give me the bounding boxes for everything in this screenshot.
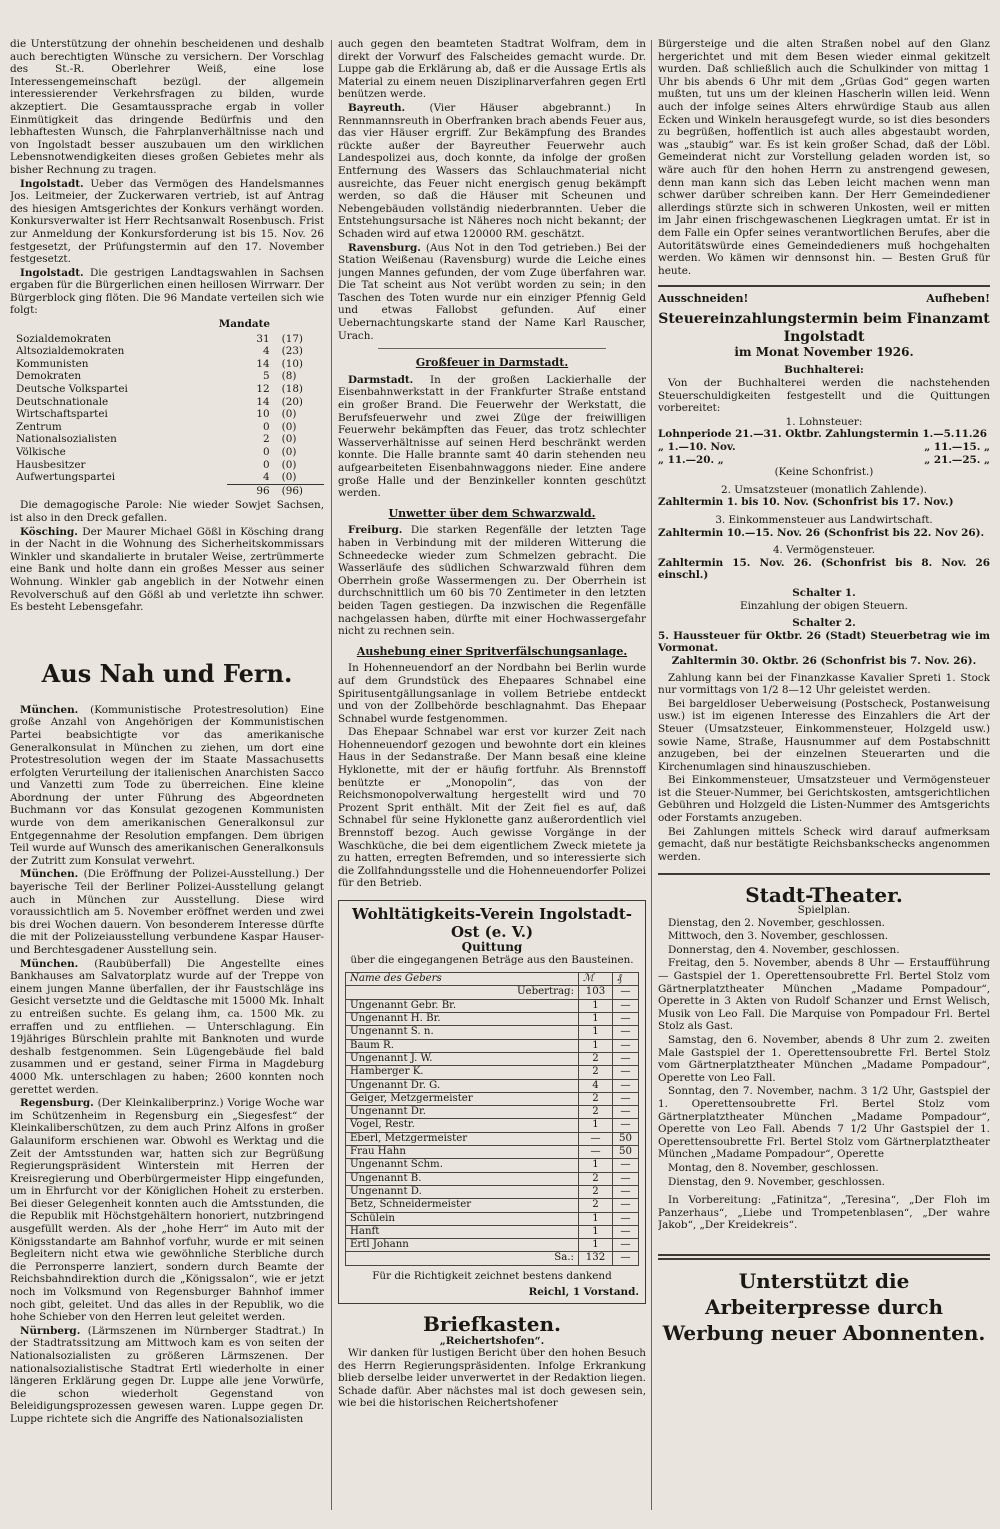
- article-text: Das Ehepaar Schnabel war erst vor kurzer Zeit nach Hohenneuendorf gezogen und bewohnte dort ein kleines Haus in der Sedanstraße. Der Mann besaß eine kleine Hyklonette, mit der er häufig fortfuhr. Als Brennstoff benützte er „Monopolin“, das von der Reichsmonopolverwaltung hergestellt wird und 70 Prozent Sprit enthält. Mit der Zeit fiel es auf, daß Schnabel für seine Hyklonette ganz außerordentlich viel Brennstoff bezog. Auch gewisse Vorgänge in der Waschküche, die bei dem eigentlichem Zweck mietete ja zu hatten, erregten Befremden, und so interessierte sich die Zollfahndungsstelle und die Hohenneuendorfer Polizei für den Betrieb.: [338, 726, 646, 890]
- donor-name: Geiger, Metzgermeister: [346, 1092, 579, 1105]
- article-text: (Kommunistische Protestresolution) Eine große Anzahl von Angehörigen der Kommunistischen Partei beabsichtigte vor das amerikanische Generalkonsulat in München zu ziehen, um dort eine Protestresolution wegen der im Staate Massachusetts erfolgten Verurteilung der italienischen Anarchisten Sacco und Vanzetti zum Tode zu überreichen. Eine kleine Abordnung der unter Führung des Abgeordneten Buchmann vor das Konsulat gezogenen Kommunisten wurde von dem amerikanischen Generalkonsul zur Entgegennahme der Resolution empfangen. Dem übrigen Teil wurde auf Wunsch des amerikanischen Generalkonsuls der Zutritt zum Konsulat verwehrt.: [10, 703, 324, 867]
- seat-count: 14: [256, 357, 270, 370]
- mandate-row: [10, 471, 324, 484]
- donor-name: Ungenannt Dr. G.: [346, 1079, 579, 1092]
- donor-row: [346, 1052, 639, 1065]
- column-rule: [651, 40, 652, 1510]
- tax-notice: [658, 285, 990, 863]
- mandate-row: [10, 370, 324, 383]
- donor-mark: 2: [579, 1066, 613, 1079]
- donor-row: [346, 1185, 639, 1198]
- counter-desc: Einzahlung der obigen Steuern.: [740, 599, 908, 612]
- donor-mark: 2: [579, 1106, 613, 1119]
- theater-entry: Samstag, den 6. November, abends 8 Uhr zum 2. zweiten Male Gastspiel der 1. Operettensoubrette Frl. Bertel Stolz vom Gärtnerplatztheater München „Madame Pompadour“, Operette von Leo Fall.: [658, 1033, 990, 1084]
- mandate-total-row: [10, 484, 324, 497]
- party-name: Sozialdemokraten: [16, 332, 112, 345]
- donor-name: Eberl, Metzgermeister: [346, 1132, 579, 1145]
- donor-name: Schülein: [346, 1212, 579, 1225]
- article-text: (Aus Not in den Tod getrieben.) Bei der Station Weißenau (Ravensburg) wurde die Leiche eines jungen Mannes gefunden, der vom Zuge überfahren war. Die Tat scheint aus Not verübt worden zu sein; in den Taschen des Toten wurde nur ein einziger Pfennig Geld und etwas Fallobst gefunden. Auf einer Uebernachtungskarte stand der Name Karl Rauscher, Urach.: [338, 241, 646, 342]
- donor-row: [346, 1172, 639, 1185]
- donor-mark: 1: [579, 1159, 613, 1172]
- previous-seats: (17): [281, 332, 303, 345]
- article-text: auch gegen den beamteten Stadtrat Wolfram, dem in direkt der Vorwurf des Falscheides gemacht wurde. Dr. Luppe gab die Erklärung ab, daß er die Aussage Ertls als Material zu einem neuen Disziplinarverfahren gegen Ertl benützen werde.: [338, 38, 646, 101]
- donor-name: Ungenannt H. Br.: [346, 1013, 579, 1026]
- donor-pfennig: —: [613, 1039, 639, 1052]
- previous-seats: (20): [281, 395, 303, 408]
- donor-row: [346, 1199, 639, 1212]
- theater-entry: Freitag, den 5. November, abends 8 Uhr — Erstaufführung — Gastspiel der 1. Operettensoubrette Frl. Bertel Stolz vom Gärtnerplatztheater München „Madame Pompadour“, Operette in 3 Akten von Rudolf Schanzer und Ernst Welisch, Musik von Leo Fall. Die Marquise von Pompadour Frl. Bertel Stolz als Gast.: [658, 957, 990, 1033]
- donor-pfennig: —: [613, 1225, 639, 1238]
- article-koesching: [10, 526, 324, 614]
- mandate-row: [10, 396, 324, 409]
- donor-mark: —: [579, 1132, 613, 1145]
- donor-mark: 1: [579, 1013, 613, 1026]
- article-dateline: Kösching.: [20, 525, 78, 538]
- donor-mark: 2: [579, 1092, 613, 1105]
- seat-count: 0: [263, 420, 270, 433]
- donor-mark: 132: [579, 1252, 613, 1265]
- tax-notice-month: im Monat November 1926.: [734, 344, 914, 359]
- article-text: (Die Eröffnung der Polizei-Ausstellung.) Der bayerische Teil der Berliner Polizei-Ausstellung gelangt auch in München zur Ausstellung. Diese wird voraussichtlich am 5. November eröffnet werden und zwei bis drei Wochen dauern. Von besonderem Interesse dürfte die mit der Polizeiausstellung verbundene Kaspar Hauser- und Berchtesgadener Ausstellung sein.: [10, 868, 324, 956]
- seat-count: 2: [263, 433, 270, 446]
- donor-mark: 1: [579, 1239, 613, 1252]
- donor-row: [346, 1239, 639, 1252]
- donor-name: Uebertrag:: [346, 986, 579, 999]
- seat-count: 4: [263, 471, 270, 484]
- receipt-footer: Für die Richtigkeit zeichnet bestens dankend: [372, 1269, 612, 1282]
- donor-pfennig: —: [613, 1079, 639, 1092]
- tax-note: (Keine Schonfrist.): [774, 466, 874, 479]
- donor-mark: 1: [579, 999, 613, 1012]
- donor-mark: 1: [579, 1225, 613, 1238]
- theater-title: Stadt-Theater.: [745, 883, 903, 908]
- article-bayreuth: [338, 102, 646, 241]
- donor-mark: 1: [579, 1026, 613, 1039]
- article-text: (Der Kleinkaliberprinz.) Vorige Woche war im Schützenheim in Regensburg ein „Siegesfest“ der Kleinkaliberschützen, zu dem auch Prinz Alfons in großer Galauniform erschienen war. Obwohl es Werktag und die Zeit der Amtsstunden war, hatten sich zur Begrüßung Regierungspräsident Winterstein mit Herren der Kreisregierung und Oberbürgermeister Hipp eingefunden, um in Ehrfurcht vor der Königlichen Hoheit zu ersterben. Bei dieser Gelegenheit konnten auch die Amtsstunden, die die Republik mit Höchstgehältern honoriert, nutzbringend ausgefüllt werden. Als der „hohe Herr“ im Auto mit der Königsstandarte am Bahnhof vorfuhr, wurde er mit seinen Begleitern nicht etwa wie gewöhnliche Sterbliche durch die Perronsperre lanziert, sondern durch Beamte der Reichsbahndirektion durch die „Königssalon“, wie er jetzt noch im Volksmund von Regensburger Bahnhof immer noch gibt, geleitet. Und das alles in der Republik, wo die hohe Schieber von den Herren leut geleitet werden.: [10, 1097, 324, 1324]
- mandate-row: [10, 459, 324, 472]
- donor-name: Hamberger K.: [346, 1066, 579, 1079]
- donor-mark: 1: [579, 1212, 613, 1225]
- mandate-row: [10, 433, 324, 446]
- party-name: Völkische: [16, 446, 66, 458]
- article-text: (Raubüberfall) Die Angestellte eines Bankhauses am Salvatorplatz wurde auf der Treppe von einem jungen Manne überfallen, der ihr Faustschläge ins Gesicht versetzte und die Geldtasche mit 15000 Mk. Inhalt zu entreißen suchte. Es gelang ihm, ca. 1500 Mk. zu erraffen und zu entfliehen. — Unterschlagung. Ein 19jähriges Bürschlein prahlte mit Banknoten und wurde deshalb festgenommen. Sein Lügengebäude fiel bald zusammen und er gestand, seiner Firma in Magdeburg 4000 Mk. unterschlagen zu haben; 2600 konnten noch gerettet werden.: [10, 957, 324, 1096]
- article-text: (Lärmszenen im Nürnberger Stadtrat.) In der Stadtratssitzung am Mittwoch kam es von seiten der Nationalsozialisten zu größeren Lärmszenen. Der nationalsozialistische Stadtrat Ertl wiederholte in einer längeren Erklärung gegen Dr. Luppe alle jene Vorwürfe, die schon wiederholt Gegenstand von Beleidigungsprozessen gewesen waren. Luppe gegen Dr. Luppe richtete sich die Angriffe des Nationalsozialisten: [10, 1324, 324, 1425]
- article-text: die Unterstützung der ohnehin bescheidenen und deshalb auch berechtigten Wünsche zu versichern. Der Vorschlag des St.-R. Oberlehrer Weiß, eine lose Interessengemeinschaft bezügl. der allgemein interessierender Verkehrsfragen zu bilden, wurde akzeptiert. Die Gesamtaussprache ergab in voller Einmütigkeit das dringende Bedürfnis und den lebhaftesten Wunsch, die Fahrplanverhältnisse nach und von Ingolstadt besser auszubauen um den wirklichen Lebensnotwendigkeiten dieses großen Gebietes mehr als bisher Rechnung zu tragen.: [10, 38, 324, 176]
- article-muenchen-1: [10, 704, 324, 868]
- donor-pfennig: —: [613, 1066, 639, 1079]
- total-label: [10, 484, 227, 497]
- donor-row: [346, 1066, 639, 1079]
- previous-seats: (10): [281, 357, 303, 370]
- cut-out-label: Ausschneiden!: [658, 292, 749, 306]
- party-name: Nationalsozialisten: [16, 433, 117, 446]
- donor-name: Hanft: [346, 1225, 579, 1238]
- donor-row: [346, 1026, 639, 1039]
- theater-entry: Mittwoch, den 3. November, geschlossen.: [668, 930, 889, 943]
- tax-item: 4. Vermögensteuer.: [772, 544, 876, 557]
- previous-seats: (0): [281, 446, 297, 458]
- theater-entry: Montag, den 8. November, geschlossen.: [668, 1161, 879, 1174]
- seat-count: 5: [263, 370, 270, 383]
- donor-pfennig: —: [613, 1185, 639, 1198]
- theater-entry: Dienstag, den 2. November, geschlossen.: [668, 916, 885, 929]
- donor-pfennig: —: [613, 1172, 639, 1185]
- donor-name: Ungenannt Gebr. Br.: [346, 999, 579, 1012]
- seat-count: 4: [263, 345, 270, 358]
- previous-seats: (0): [281, 458, 297, 471]
- tax-line: Zahltermin 1. bis 10. Nov. (Schonfrist bis 17. Nov.): [658, 496, 954, 509]
- donor-row: [346, 1092, 639, 1105]
- donor-name: Frau Hahn: [346, 1146, 579, 1159]
- donor-mark: 1: [579, 1039, 613, 1052]
- donor-row: [346, 1079, 639, 1092]
- section-title: Aus Nah und Fern.: [41, 658, 293, 688]
- donor-row: [346, 1252, 639, 1265]
- party-name: Demokraten: [16, 370, 82, 383]
- column-left: [10, 38, 324, 1508]
- donor-name: Sa.:: [346, 1252, 579, 1265]
- article-text: Die demagogische Parole: Nie wieder Sowjet Sachsen, ist also in den Dreck gefallen.: [10, 499, 324, 524]
- previous-seats: (8): [281, 370, 297, 383]
- party-name: Zentrum: [16, 420, 62, 433]
- article-text: Zahlung kann bei der Finanzkasse Kavalier Spreti 1. Stock nur vormittags von 1/2 8—12 Uhr geleistet werden.: [658, 671, 990, 697]
- article-muenchen-3: [10, 958, 324, 1097]
- mandate-row: [10, 333, 324, 346]
- theater-preparation: In Vorbereitung: „Fatinitza“, „Teresina“, „Der Floh im Panzerhaus“, „Liebe und Trompetenblasen“, „Der wahre Jakob“, „Der Kreidekreis“.: [658, 1194, 990, 1232]
- donor-name: Ungenannt B.: [346, 1172, 579, 1185]
- theater-subtitle: Spielplan.: [797, 904, 851, 917]
- donor-pfennig: —: [613, 1239, 639, 1252]
- donor-name: Ertl Johann: [346, 1239, 579, 1252]
- donor-pfennig: —: [613, 1252, 639, 1265]
- seat-count: 0: [263, 446, 270, 458]
- donor-pfennig: 50: [613, 1146, 639, 1159]
- mailbox-subtitle: „Reichertshofen“.: [439, 1334, 545, 1347]
- donor-mark: 4: [579, 1079, 613, 1092]
- counter-label: Schalter 2.: [792, 617, 856, 630]
- previous-seats: (18): [281, 383, 303, 396]
- donation-receipt-box: [338, 900, 646, 1304]
- article-dateline: Ingolstadt.: [20, 266, 84, 279]
- donor-name: Baum R.: [346, 1039, 579, 1052]
- column-right: [658, 38, 990, 1508]
- donor-mark: 1: [579, 1119, 613, 1132]
- article-title: Großfeuer in Darmstadt.: [415, 356, 569, 370]
- mailbox-title: Briefkasten.: [423, 1311, 561, 1336]
- donors-table-header: [346, 973, 639, 986]
- tax-due: „ 21.—25. „: [924, 453, 990, 466]
- keep-label: Aufheben!: [926, 292, 990, 306]
- donor-pfennig: —: [613, 1013, 639, 1026]
- tax-line: Zahltermin 30. Oktbr. 26 (Schonfrist bis 7. Nov. 26).: [671, 654, 977, 667]
- party-name: Wirtschaftspartei: [16, 408, 108, 421]
- divider: [378, 348, 606, 349]
- party-name: Deutschnationale: [16, 395, 109, 408]
- previous-seats: (0): [281, 433, 297, 446]
- article-text: Bei Einkommensteuer, Umsatzsteuer und Vermögensteuer ist die Steuer-Nummer, bei Gerichtskosten, amtsgerichtlichen Gebühren und Holzgeld die Listen-Nummer des Amtsgerichts oder Forstamts anzugeben.: [658, 774, 990, 825]
- tax-line: Zahltermin 10.—15. Nov. 26 (Schonfrist bis 22. Nov 26).: [658, 526, 985, 539]
- previous-seats: (23): [281, 345, 303, 358]
- theater-section: [658, 873, 990, 1231]
- donor-name: Ungenannt J. W.: [346, 1052, 579, 1065]
- donor-pfennig: —: [613, 1026, 639, 1039]
- donor-row: [346, 986, 639, 999]
- article-ravensburg: [338, 242, 646, 343]
- mandate-row: [10, 345, 324, 358]
- appeal-banner: Unterstützt die Arbeiterpresse durch Werbung neuer Abonnenten.: [658, 1254, 990, 1346]
- article-text: In Hohenneuendorf an der Nordbahn bei Berlin wurde auf dem Grundstück des Ehepaares Schnabel eine Spiritusentgällungsanlage in vollem Betriebe entdeckt und von der Zollbehörde beschlagnahmt. Das Ehepaar Schnabel wurde festgenommen.: [338, 662, 646, 725]
- article-text: (Vier Häuser abgebrannt.) In Rennmannsreuth in Oberfranken brach abends Feuer aus, das vier Häuser ergriff. Zur Bekämpfung des Brandes rückte außer der Bayreuther Feuerwehr auch Landespolizei aus, doch konnte, da infolge der großen Entfernung des Wassers das Schlauchmaterial nicht ausreichte, das Feuer nicht energisch genug bekämpft werden, so daß die Häuser mit Scheunen und Nebengebäuden vollständig niederbrannten. Ueber die Entstehungsursache ist Näheres noch nicht bekannt; der Schaden wird auf etwa 120000 RM. geschätzt.: [338, 101, 646, 240]
- total-seats: 96: [227, 484, 272, 497]
- tax-item: 5. Haussteuer für Oktbr. 26 (Stadt) Steuerbetrag wie im Vormonat.: [658, 629, 990, 655]
- donor-name: Vogel, Restr.: [346, 1119, 579, 1132]
- tax-line: [658, 441, 990, 454]
- column-rule: [331, 40, 332, 1510]
- article-darmstadt: [338, 374, 646, 500]
- article-title: Aushebung einer Spritverfälschungsanlage.: [356, 644, 628, 658]
- article-text: Bürgersteige und die alten Straßen nobel auf den Glanz hergerichtet und mit dem Besen wieder einmal gekitzelt wurden. Daß schließlich auch die Schulkinder von mittag 1 Uhr bis abends 6 Uhr mit dem „Grüas God“ gegen warten mußten, tut uns um der kleinen Hascherln willen leid. Wenn auch der infolge seines Alters ehrwürdige Staub aus allen Ecken und Winkeln herausgefegt wurde, so ist dies besonders zu begrüßen, hoffentlich ist auch alles abgestaubt worden, was „staubig“ war. Es ist kein großer Schad, daß der Löbl. Gemeinderat nicht zur Vorstellung geladen worden ist, so wäre auch für den hohen Herrn zu anstrengend gewesen, denn man kann sich das Leben leicht machen wenn man schwer darüber schreiben kann. Der Herr Gemeindediener allerdings stürzte sich in schweren Unkosten, weil er mitten im Jahr einen frischgewaschenen Liegkragen umtat. Er ist in dem Falle ein Opfer seines verantwortlichen Berufes, aber die Autoritätswürde eines Gemeindedieners muß hochgehalten werden. Wo kämen wir dennsonst hin. — Besten Gruß für heute.: [658, 38, 990, 277]
- donor-pfennig: —: [613, 1199, 639, 1212]
- donor-mark: 2: [579, 1199, 613, 1212]
- party-name: Aufwertungspartei: [16, 471, 116, 484]
- receipt-title: Wohltätigkeits-Verein Ingolstadt-Ost (e. V.): [351, 905, 633, 941]
- mandate-row: [10, 383, 324, 396]
- donor-row: [346, 999, 639, 1012]
- donor-pfennig: —: [613, 1106, 639, 1119]
- mandate-table: [10, 333, 324, 498]
- article-ingolstadt-konkurs: [10, 178, 324, 266]
- donor-pfennig: —: [613, 1212, 639, 1225]
- seat-count: 10: [256, 408, 270, 421]
- theater-schedule: [658, 917, 990, 957]
- mandate-row: [10, 446, 324, 459]
- counter-label: Schalter 1.: [792, 586, 856, 599]
- article-text: Die gestrigen Landtagswahlen in Sachsen ergaben für die Bürgerlichen einen heillosen Wirrwarr. Der Bürgerblock ging flöten. Die 96 Mandate verteilen sich wie folgt:: [10, 266, 324, 317]
- donor-row: [346, 1106, 639, 1119]
- mandate-row: [10, 421, 324, 434]
- article-text: Ueber das Vermögen des Handelsmannes Jos. Leitmeier, der Zuckerwaren vertrieb, ist auf Antrag des hiesigen Amtsgerichtes der Konkurs verhängt worden. Konkursverwalter ist Herr Rechtsanwalt Rosenbusch. Frist zur Anmeldung der Konkursforderung ist bis 15. Nov. 26 festgesetzt, der Prüfungstermin auf den 17. November festgesetzt.: [10, 177, 324, 266]
- mandate-row: [10, 408, 324, 421]
- article-dateline: Ravensburg.: [348, 241, 421, 254]
- seat-count: 14: [256, 395, 270, 408]
- article-text: Von der Buchhalterei werden die nachstehenden Steuerschuldigkeiten festgestellt und die Quittungen vorbereitet:: [658, 377, 990, 415]
- article-regensburg: [10, 1097, 324, 1324]
- article-dateline: Darmstadt.: [348, 373, 414, 386]
- article-ingolstadt-wahlen: [10, 267, 324, 317]
- party-name: Deutsche Volkspartei: [16, 383, 128, 396]
- tax-line: [658, 454, 990, 467]
- tax-line: Zahltermin 15. Nov. 26. (Schonfrist bis 8. Nov. 26 einschl.): [658, 556, 990, 582]
- mandate-table-header: Mandate: [218, 318, 270, 331]
- theater-entry: Sonntag, den 7. November, nachm. 3 1/2 Uhr, Gastspiel der 1. Operettensoubrette Frl. Bertel Stolz vom Gärtnerplatztheater München „Madame Pompadour“, Operette von Leo Fall. Abends 7 1/2 Uhr Gastspiel der 1. Operettensoubrette Frl. Bertel Stolz vom Gärtnerplatztheater München „Madame Pompadour“, Operette: [658, 1085, 990, 1161]
- receipt-signature: Reichl, 1 Vorstand.: [528, 1286, 639, 1299]
- article-text: In der großen Lackierhalle der Eisenbahnwerkstatt in der Frankfurter Straße entstand ein großer Brand. Die Feuerwehr der Werkstatt, die Berufsfeuerwehr und zwei Züge der freiwilligen Feuerwehr bekämpften das Feuer, das trotz schlechter Wasserverhältnisse auf seinen Herd beschränkt werden konnte. Die Halle brannte samt 40 darin stehenden neu aufgearbeiteten Eisenbahnwaggons nieder. Eine andere große Halle und der Benzinkeller konnten geschützt werden.: [338, 373, 646, 500]
- tax-item: 3. Einkommensteuer aus Landwirtschaft.: [715, 514, 933, 526]
- donor-pfennig: —: [613, 1119, 639, 1132]
- donor-pfennig: —: [613, 1159, 639, 1172]
- tax-notice-header: [658, 293, 990, 306]
- donor-mark: 2: [579, 1172, 613, 1185]
- donor-row: [346, 1013, 639, 1026]
- article-dateline: Freiburg.: [348, 524, 403, 537]
- article-text: Wir danken für lustigen Bericht über den hohen Besuch des Herrn Regierungspräsidenten. Infolge Erkrankung blieb derselbe leider unverwertet in der Redaktion liegen. Schade dafür. Aber nächstes mal ist doch gewesen sein, wie bei die historischen Reichertshofener: [338, 1347, 646, 1410]
- party-name: Hausbesitzer: [16, 458, 86, 471]
- seat-count: 12: [256, 383, 270, 396]
- donor-name: Ungenannt Dr.: [346, 1106, 579, 1119]
- column-header: Name des Gebers: [346, 973, 579, 986]
- article-dateline: München.: [20, 868, 79, 881]
- donor-pfennig: —: [613, 999, 639, 1012]
- donor-pfennig: —: [613, 1092, 639, 1105]
- article-dateline: München.: [20, 957, 79, 970]
- tax-notice-title: Steuereinzahlungstermin beim Finanzamt Ingolstadt: [658, 310, 990, 345]
- article-dateline: Regensburg.: [20, 1097, 94, 1110]
- article-dateline: Nürnberg.: [20, 1324, 81, 1337]
- donor-mark: —: [579, 1146, 613, 1159]
- donor-row: [346, 1119, 639, 1132]
- receipt-subtitle: Quittung: [461, 940, 523, 954]
- tax-period: „ 11.—20. „: [658, 453, 724, 466]
- donor-name: Ungenannt Schm.: [346, 1159, 579, 1172]
- tax-item: 1. Lohnsteuer:: [785, 415, 863, 428]
- donor-pfennig: —: [613, 986, 639, 999]
- theater-entry: Dienstag, den 9. November, geschlossen.: [668, 1175, 885, 1188]
- seat-count: 31: [256, 332, 270, 345]
- party-name: Kommunisten: [16, 357, 89, 370]
- donor-row: [346, 1039, 639, 1052]
- donor-name: Ungenannt D.: [346, 1185, 579, 1198]
- donor-mark: 103: [579, 986, 613, 999]
- article-dateline: Ingolstadt.: [20, 177, 84, 190]
- article-dateline: Bayreuth.: [348, 101, 406, 114]
- article-text: Die starken Regenfälle der letzten Tage haben in Verbindung mit der milderen Witterung die Schneedecke wieder zum Schmelzen gebracht. Die Wasserläufe des südlichen Schwarzwald führen dem Oberrhein große Wassermengen zu. Der Oberrhein ist durchschnittlich um 60 bis 70 Zentimeter in den letzten beiden Tagen gestiegen. Da inzwischen die Regenfälle nachgelassen haben, dürfte mit einer Hochwassergefahr nicht zu rechnen sein.: [338, 524, 646, 638]
- tax-period: „ 1.—10. Nov.: [658, 441, 736, 454]
- previous-seats: (0): [281, 471, 297, 484]
- donor-pfennig: 50: [613, 1132, 639, 1145]
- receipt-line: über die eingegangenen Beträge aus den Bausteinen.: [350, 953, 634, 966]
- tax-line: Lohnperiode 21.—31. Oktbr. Zahlungstermin 1.—5.11.26: [658, 428, 987, 441]
- party-name: Altsozialdemokraten: [16, 345, 125, 358]
- donor-name: Betz, Schneidermeister: [346, 1199, 579, 1212]
- article-freiburg: [338, 524, 646, 637]
- article-text: Der Maurer Michael Gößl in Kösching drang in der Nacht in die Wohnung des Sicherheitskommissars Winkler und skandalierte in brutaler Weise, zertrümmerte eine Bank und holte dann ein großes Messer aus seiner Wohnung. Winkler gab angeblich in der Notwehr einen Revolverschuß auf den Gößl ab und verletzte ihn schwer. Es besteht Lebensgefahr.: [10, 525, 324, 614]
- seat-count: 0: [263, 458, 270, 471]
- article-title: Unwetter über dem Schwarzwald.: [388, 506, 596, 520]
- donor-mark: 2: [579, 1185, 613, 1198]
- column-header: ₰: [613, 973, 639, 986]
- tax-item: 2. Umsatzsteuer (monatlich Zahlende).: [721, 483, 927, 496]
- previous-seats: (0): [281, 420, 297, 433]
- tax-dept: Buchhalterei:: [784, 364, 864, 377]
- donor-row: [346, 1132, 639, 1145]
- tax-due: „ 11.—15. „: [924, 441, 990, 454]
- donors-table: [345, 972, 639, 1266]
- donor-name: Ungenannt S. n.: [346, 1026, 579, 1039]
- donor-pfennig: —: [613, 1052, 639, 1065]
- article-dateline: München.: [20, 703, 79, 716]
- article-text: Bei Zahlungen mittels Scheck wird darauf aufmerksam gemacht, daß nur bestätigte Reichsbankschecks angenommen werden.: [658, 825, 990, 863]
- column-header: ℳ: [579, 973, 613, 986]
- article-nuernberg: [10, 1325, 324, 1426]
- donor-row: [346, 1146, 639, 1159]
- previous-seats: (0): [281, 408, 297, 421]
- theater-entry: Donnerstag, den 4. November, geschlossen.: [668, 943, 900, 956]
- total-previous: (96): [272, 484, 324, 497]
- article-text: Bei bargeldloser Ueberweisung (Postscheck, Postanweisung usw.) ist im eigenen Interesse des Einzahlers die Art der Steuer (Umsatzsteuer, Einkommensteuer, Holzgeld usw.) sowie Name, Straße, Hausnummer auf dem Postabschnitt anzugeben, bei der einzelnen Steuerarten und die Kirchenumlagen sind hinauszuschieben.: [658, 697, 990, 773]
- donor-row: [346, 1159, 639, 1172]
- donor-row: [346, 1225, 639, 1238]
- article-muenchen-2: [10, 868, 324, 956]
- mandate-row: [10, 358, 324, 371]
- donor-mark: 2: [579, 1052, 613, 1065]
- donor-row: [346, 1212, 639, 1225]
- column-middle: [338, 38, 646, 1508]
